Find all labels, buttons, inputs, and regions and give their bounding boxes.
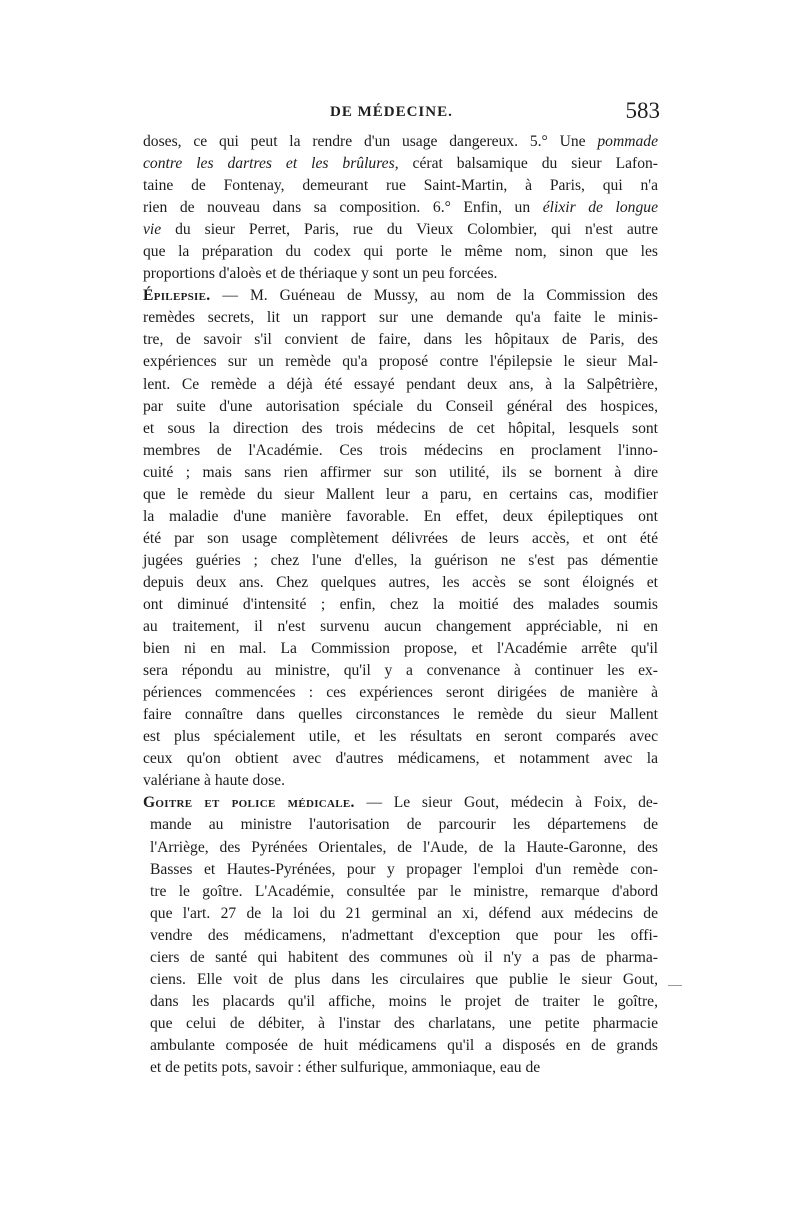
text-segment: Basses et Hautes-Pyrénées, pour y propager l'emploi d'un remède con-: [150, 860, 658, 878]
text-segment: remèdes secrets, lit un rapport sur une demande qu'a faite le minis-: [143, 309, 658, 327]
text-line: [143, 175, 658, 197]
text-segment: taine de Fontenay, demeurant rue Saint-Martin, à Paris, qui n'a: [143, 177, 658, 195]
text-line: [143, 594, 658, 616]
text-segment: — M. Guéneau de Mussy, au nom de la Commission des: [210, 287, 658, 305]
text-line: [143, 1013, 658, 1035]
paragraph: [143, 792, 658, 1079]
text-segment: que l'art. 27 de la loi du 21 germinal an xi, défend aux médecins de: [150, 904, 658, 922]
text-line: [143, 219, 658, 241]
text-segment: membres de l'Académie. Ces trois médecins en proclament l'inno-: [143, 441, 658, 459]
text-segment: proportions d'aloès et de thériaque y sont un peu forcées.: [143, 265, 498, 283]
text-segment: , cérat balsamique du sieur Lafon-: [394, 155, 658, 173]
text-line: [143, 153, 658, 175]
text-line: [143, 484, 658, 506]
running-head: [140, 98, 660, 128]
text-line: [143, 462, 658, 484]
text-line: [143, 991, 658, 1013]
text-segment: jugées guéries ; chez l'une d'elles, la guérison ne s'est pas démentie: [143, 551, 658, 569]
text-segment: faire connaître dans quelles circonstances le remède du sieur Mallent: [143, 706, 658, 724]
text-segment: au traitement, il n'est survenu aucun changement appréciable, ni en: [143, 618, 658, 636]
text-line: [143, 1057, 658, 1079]
text-line: [143, 770, 658, 792]
text-line: [143, 131, 658, 153]
text-segment: ceux qu'on obtient avec d'autres médicamens, et notamment avec la: [143, 750, 658, 768]
text-line: [143, 550, 658, 572]
text-line: [143, 307, 658, 329]
text-segment: du sieur Perret, Paris, rue du Vieux Colombier, qui n'est autre: [161, 221, 658, 239]
text-line: [143, 506, 658, 528]
text-line: [143, 748, 658, 770]
text-segment: par suite d'une autorisation spéciale du Conseil général des hospices,: [143, 397, 658, 415]
text-segment: doses, ce qui peut la rendre d'un usage dangereux. 5.° Une: [143, 133, 598, 150]
text-segment: et de petits pots, savoir : éther sulfurique, ammoniaque, eau de: [150, 1058, 541, 1076]
text-segment: ciers de santé qui habitent des communes où il n'y a pas de pharma-: [150, 948, 658, 966]
text-line: [143, 903, 658, 925]
text-segment: tre, de savoir s'il convient de faire, dans les hôpitaux de Paris, des: [143, 331, 658, 349]
text-segment: depuis deux ans. Chez quelques autres, les accès se sont éloignés et: [143, 573, 658, 591]
section-heading: Épilepsie.: [143, 287, 211, 305]
text-segment: ambulante composée de huit médicamens qu'il a disposés en de grands: [150, 1036, 658, 1054]
paragraph: [143, 131, 658, 285]
text-line: [143, 572, 658, 594]
text-segment: que celui de débiter, à l'instar des charlatans, une petite pharmacie: [150, 1014, 658, 1032]
text-segment: lent. Ce remède a déjà été essayé pendant deux ans, à la Salpêtrière,: [143, 375, 658, 393]
text-line: [143, 859, 658, 881]
text-line: [143, 881, 658, 903]
text-line: [143, 704, 658, 726]
body-text: [143, 131, 658, 1079]
text-line: [143, 418, 658, 440]
italic-text: vie: [143, 221, 162, 239]
text-segment: est plus spécialement utile, et les résultats en seront comparés avec: [143, 728, 658, 746]
text-segment: la maladie d'une manière favorable. En effet, deux épileptiques ont: [143, 507, 658, 525]
text-segment: été par son usage complètement délivrées de leurs accès, et ont été: [143, 529, 658, 547]
text-line: [143, 947, 658, 969]
text-segment: cuité ; mais sans rien affirmer sur son utilité, ils se bornent à dire: [143, 463, 658, 481]
text-segment: et sous la direction des trois médecins de cet hôpital, lesquels sont: [143, 419, 658, 437]
text-segment: rien de nouveau dans sa composition. 6.° Enfin, un: [143, 199, 543, 217]
text-line: [143, 837, 658, 859]
text-line: [143, 726, 658, 748]
running-title: DE MÉDECINE.: [330, 104, 453, 120]
text-segment: que la préparation du codex qui porte le même nom, sinon que les: [143, 243, 658, 261]
text-line: [143, 682, 658, 704]
text-segment: ont diminué d'intensité ; enfin, chez la moitié des malades soumis: [143, 595, 658, 613]
text-segment: dans les placards qu'il affiche, moins le projet de traiter le goître,: [150, 992, 658, 1010]
text-line: [143, 792, 658, 814]
text-line: [143, 351, 658, 373]
text-line: [143, 263, 658, 285]
text-line: [143, 241, 658, 263]
text-line: [143, 616, 658, 638]
text-segment: l'Arriège, des Pyrénées Orientales, de l'Aude, de la Haute-Garonne, des: [150, 838, 658, 856]
italic-text: contre les dartres et les brûlures: [143, 155, 395, 173]
section-heading: Goitre et police médicale.: [143, 794, 355, 812]
margin-mark: [668, 985, 682, 986]
paragraph: [143, 285, 658, 792]
text-line: [143, 969, 658, 991]
italic-text: pommade: [597, 133, 658, 150]
text-line: [143, 285, 658, 307]
text-segment: vendre des médicamens, n'admettant d'exception que pour les offi-: [150, 926, 658, 944]
text-line: [143, 814, 658, 836]
text-line: [143, 374, 658, 396]
text-segment: sera répondu au ministre, qu'il y a convenance à continuer les ex-: [143, 662, 658, 680]
text-segment: — Le sieur Gout, médecin à Foix, de-: [354, 794, 658, 812]
text-segment: expériences sur un remède qu'a proposé contre l'épilepsie le sieur Mal-: [143, 353, 658, 371]
text-line: [143, 660, 658, 682]
text-line: [143, 1035, 658, 1057]
text-segment: bien ni en mal. La Commission propose, et l'Académie arrête qu'il: [143, 640, 658, 658]
text-segment: mande au ministre l'autorisation de parcourir les départemens de: [150, 816, 658, 834]
text-line: [143, 396, 658, 418]
text-line: [143, 197, 658, 219]
text-line: [143, 925, 658, 947]
text-segment: valériane à haute dose.: [143, 772, 286, 790]
page-number: 583: [625, 98, 660, 123]
text-segment: ciens. Elle voit de plus dans les circulaires que publie le sieur Gout,: [150, 970, 658, 988]
text-line: [143, 329, 658, 351]
text-segment: périences commencées : ces expériences seront dirigées de manière à: [143, 684, 658, 702]
text-line: [143, 440, 658, 462]
italic-text: élixir de longue: [542, 199, 658, 217]
text-segment: que le remède du sieur Mallent leur a paru, en certains cas, modifier: [143, 485, 658, 503]
text-line: [143, 528, 658, 550]
text-line: [143, 638, 658, 660]
text-segment: tre le goître. L'Académie, consultée par le ministre, remarque d'abord: [150, 882, 658, 900]
